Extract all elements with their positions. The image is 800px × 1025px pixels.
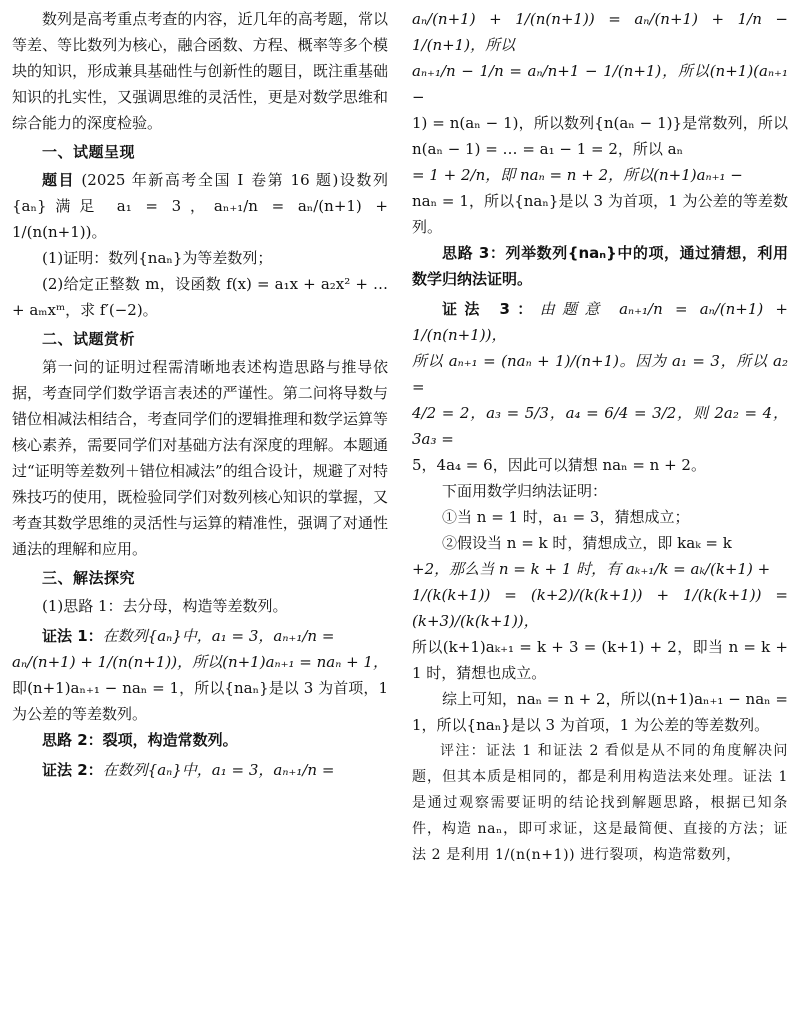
idea-3-text: 思路 3：列举数列{naₙ}中的项，通过猜想，利用数学归纳法证明。 (412, 244, 788, 288)
problem-question-2: (2)给定正整数 m，设函数 f(x) = a₁x + a₂x² + … + aₘxᵐ，求 f′(−2)。 (12, 275, 388, 319)
right-column (412, 6, 788, 1025)
section-3-heading: 三、解法探究 (42, 569, 136, 587)
idea-3 (412, 240, 788, 292)
left-column (12, 6, 388, 1025)
section-2-heading: 二、试题赏析 (42, 330, 136, 348)
proof-2-line-b: aₙ/(n+1) + 1/(n(n+1)) = aₙ/(n+1) + 1/n − 1/(n+1)，所以 (412, 10, 788, 54)
conclusion-paragraph: 综上可知，naₙ = n + 2，所以(n+1)aₙ₊₁ − naₙ = 1，所以{naₙ}是以 3 为首项，1 为公差的等差数列。 (412, 690, 788, 734)
induction-step-2-a: ②假设当 n = k 时，猜想成立，即 kaₖ = k (442, 534, 732, 552)
proof-1-line-a (12, 623, 388, 649)
idea-1: (1)思路 1：去分母，构造等差数列。 (42, 597, 288, 615)
proof-2-line-a (12, 757, 388, 783)
proof-3-line-c: 4/2 = 2，a₃ = 5/3，a₄ = 6/4 = 3/2，则 2a₂ = 4，3a₃ = (412, 404, 788, 448)
proof-1-line-b: aₙ/(n+1) + 1/(n(n+1))，所以(n+1)aₙ₊₁ = naₙ + 1， (12, 653, 388, 671)
proof-2-line-c: aₙ₊₁/n − 1/n = aₙ/n+1 − 1/(n+1)，所以(n+1)(aₙ₊₁ − (412, 62, 788, 106)
intro-paragraph: 数列是高考重点考查的内容，近几年的高考题，常以等差、等比数列为核心，融合函数、方程、概率等多个模块的知识，形成兼具基础性与创新性的题目，既注重基础知识的扎实性，又强调思维的灵活性，更是对数学思维和综合能力的深度检验。 (12, 10, 388, 132)
section-1-heading: 一、试题呈现 (42, 143, 136, 161)
proof-3-label: 证法 3： (442, 300, 540, 318)
proof-2-line-f: naₙ = 1，所以{naₙ}是以 3 为首项，1 为公差的等差数列。 (412, 192, 788, 236)
proof-2-line-d: 1) = n(aₙ − 1)，所以数列{n(aₙ − 1)}是常数列，所以 n(aₙ − 1) = … = a₁ − 1 = 2，所以 aₙ (412, 114, 788, 158)
problem-text: 设数列{aₙ}满足 a₁ = 3，aₙ₊₁/n = aₙ/(n+1) + 1/(n(n+1))。 (12, 171, 388, 241)
proof-2-text-a: 在数列{aₙ}中，a₁ = 3，aₙ₊₁/n = (102, 761, 335, 779)
problem-source: (2025 年新高考全国 Ⅰ 卷第 16 题) (81, 171, 339, 189)
analysis-paragraph: 第一问的证明过程需清晰地表述构造思路与推导依据，考查同学们数学语言表述的严谨性。第二问将导数与错位相减法相结合，考查同学们的逻辑推理和数学运算等核心素养，需要同学们对基础方法有深度的理解。本题通过“证明等差数列＋错位相减法”的组合设计，规避了对特殊技巧的使用，既检验同学们对数列核心知识的掌握，又考查其数学思维的灵活性与运算的精准性，强调了对通性通法的理解和应用。 (12, 358, 388, 558)
proof-1-label: 证法 1： (42, 627, 103, 645)
proof-3-text-a: 由题意 aₙ₊₁/n = aₙ/(n+1) + 1/(n(n+1))， (412, 300, 788, 344)
problem-question-1: (1)证明：数列{naₙ}为等差数列； (42, 249, 273, 267)
induction-step-2-c: 1/(k(k+1)) = (k+2)/(k(k+1)) + 1/(k(k+1)) = (k+3)/(k(k+1))， (412, 586, 788, 630)
comment-paragraph: 评注：证法 1 和证法 2 看似是从不同的角度解决问题，但其本质是相同的，都是利用构造法来处理。证法 1 是通过观察需要证明的结论找到解题思路，根据已知条件，构造 naₙ，即可求证，这是最简便、直接的方法；证法 2 是利用 1/(n(n+1)) 进行裂项，构造常数列， (412, 743, 788, 863)
proof-3-line-d: 5，4a₄ = 6，因此可以猜想 naₙ = n + 2。 (412, 456, 706, 474)
problem-label: 题目 (42, 171, 76, 189)
induction-step-2-b: +2，那么当 n = k + 1 时，有 aₖ₊₁/k = aₖ/(k+1) + (412, 560, 771, 578)
problem-statement (12, 167, 388, 245)
proof-2-line-e: = 1 + 2/n，即 naₙ = n + 2，所以(n+1)aₙ₊₁ − (412, 166, 743, 184)
proof-1-text-a: 在数列{aₙ}中，a₁ = 3，aₙ₊₁/n = (102, 627, 335, 645)
proof-1-line-c: 即(n+1)aₙ₊₁ − naₙ = 1，所以{naₙ}是以 3 为首项，1 为公差的等差数列。 (12, 679, 388, 723)
proof-3-line-a (412, 296, 788, 348)
proof-2-label: 证法 2： (42, 761, 103, 779)
idea-2: 思路 2：裂项，构造常数列。 (42, 731, 238, 749)
proof-3-line-b: 所以 aₙ₊₁ = (naₙ + 1)/(n+1)。因为 a₁ = 3，所以 a₂ = (412, 352, 788, 396)
induction-step-1: ①当 n = 1 时，a₁ = 3，猜想成立； (442, 508, 690, 526)
induction-intro: 下面用数学归纳法证明： (442, 482, 608, 500)
induction-step-2-d: 所以(k+1)aₖ₊₁ = k + 3 = (k+1) + 2，即当 n = k + 1 时，猜想也成立。 (412, 638, 788, 682)
